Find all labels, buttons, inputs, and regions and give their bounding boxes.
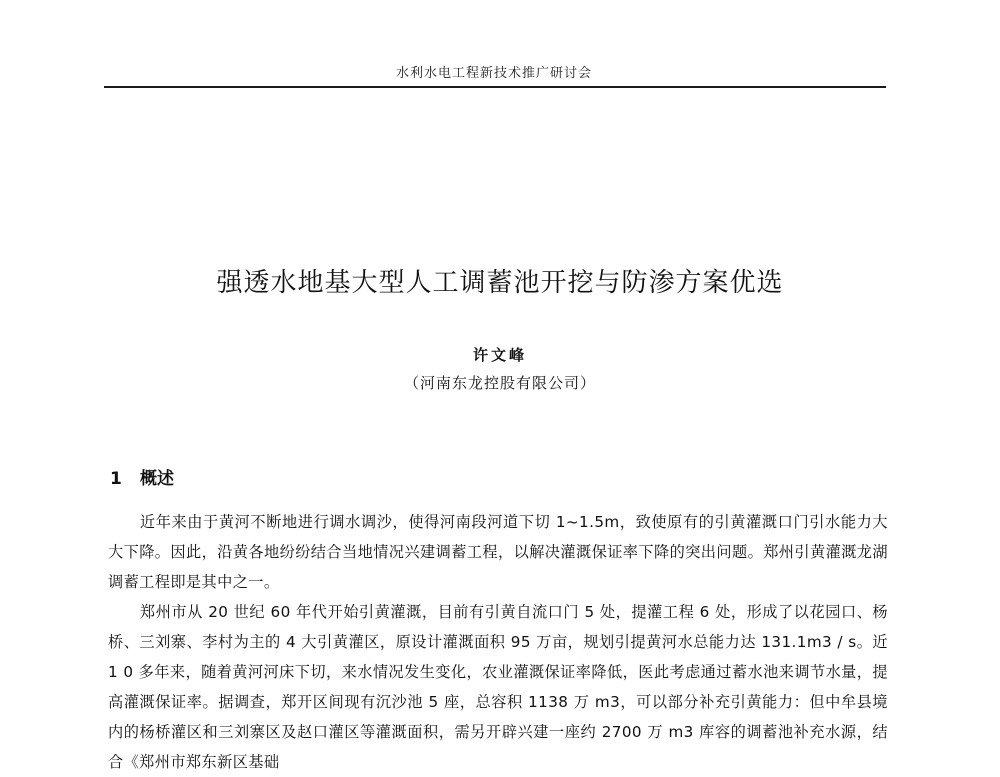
author-name: 许文峰 xyxy=(472,346,527,364)
running-header: 水利水电工程新技术推广研讨会 xyxy=(395,66,592,81)
paragraph: 近年来由于黄河不断地进行调水调沙，使得河南段河道下切 1~1.5m，致使原有的引黄灌溉口门引水能力大大下降。因此，沿黄各地纷纷结合当地情况兴建调蓄工程，以解决灌溉保证率下降的突出问题。郑州引黄灌溉龙湖调蓄工程即是其中之一。 xyxy=(108,513,888,591)
section-number: 1 xyxy=(110,469,122,489)
section-title: 概述 xyxy=(140,469,174,489)
paper-title: 强透水地基大型人工调蓄池开挖与防渗方案优选 xyxy=(216,268,784,298)
body-text xyxy=(108,507,888,777)
header-rule xyxy=(104,86,886,88)
section-heading xyxy=(110,464,174,489)
paragraph: 郑州市从 20 世纪 60 年代开始引黄灌溉，目前有引黄自流口门 5 处，提灌工程 6 处，形成了以花园口、杨桥、三刘寨、李村为主的 4 大引黄灌区，原设计灌溉面积 95 万亩，规划引提黄河水总能力达 131.1m3 / s。近 1 0 多年来，随着黄河河床下切，来水情况发生变化，农业灌溉保证率降低，医此考虑通过蓄水池来调节水量，提高灌溉保证率。据调查，郑开区间现有沉沙池 5 座，总容积 1138 万 m3，可以部分补充引黄能力：但中牟县境内的杨桥灌区和三刘寨区及赵口灌区等灌溉面积，需另开辟兴建一座约 2700 万 m3 库容的调蓄池补充水源，结合《郑州市郑东新区基础 xyxy=(108,603,888,771)
author-affiliation: （河南东龙控股有限公司） xyxy=(403,374,596,392)
